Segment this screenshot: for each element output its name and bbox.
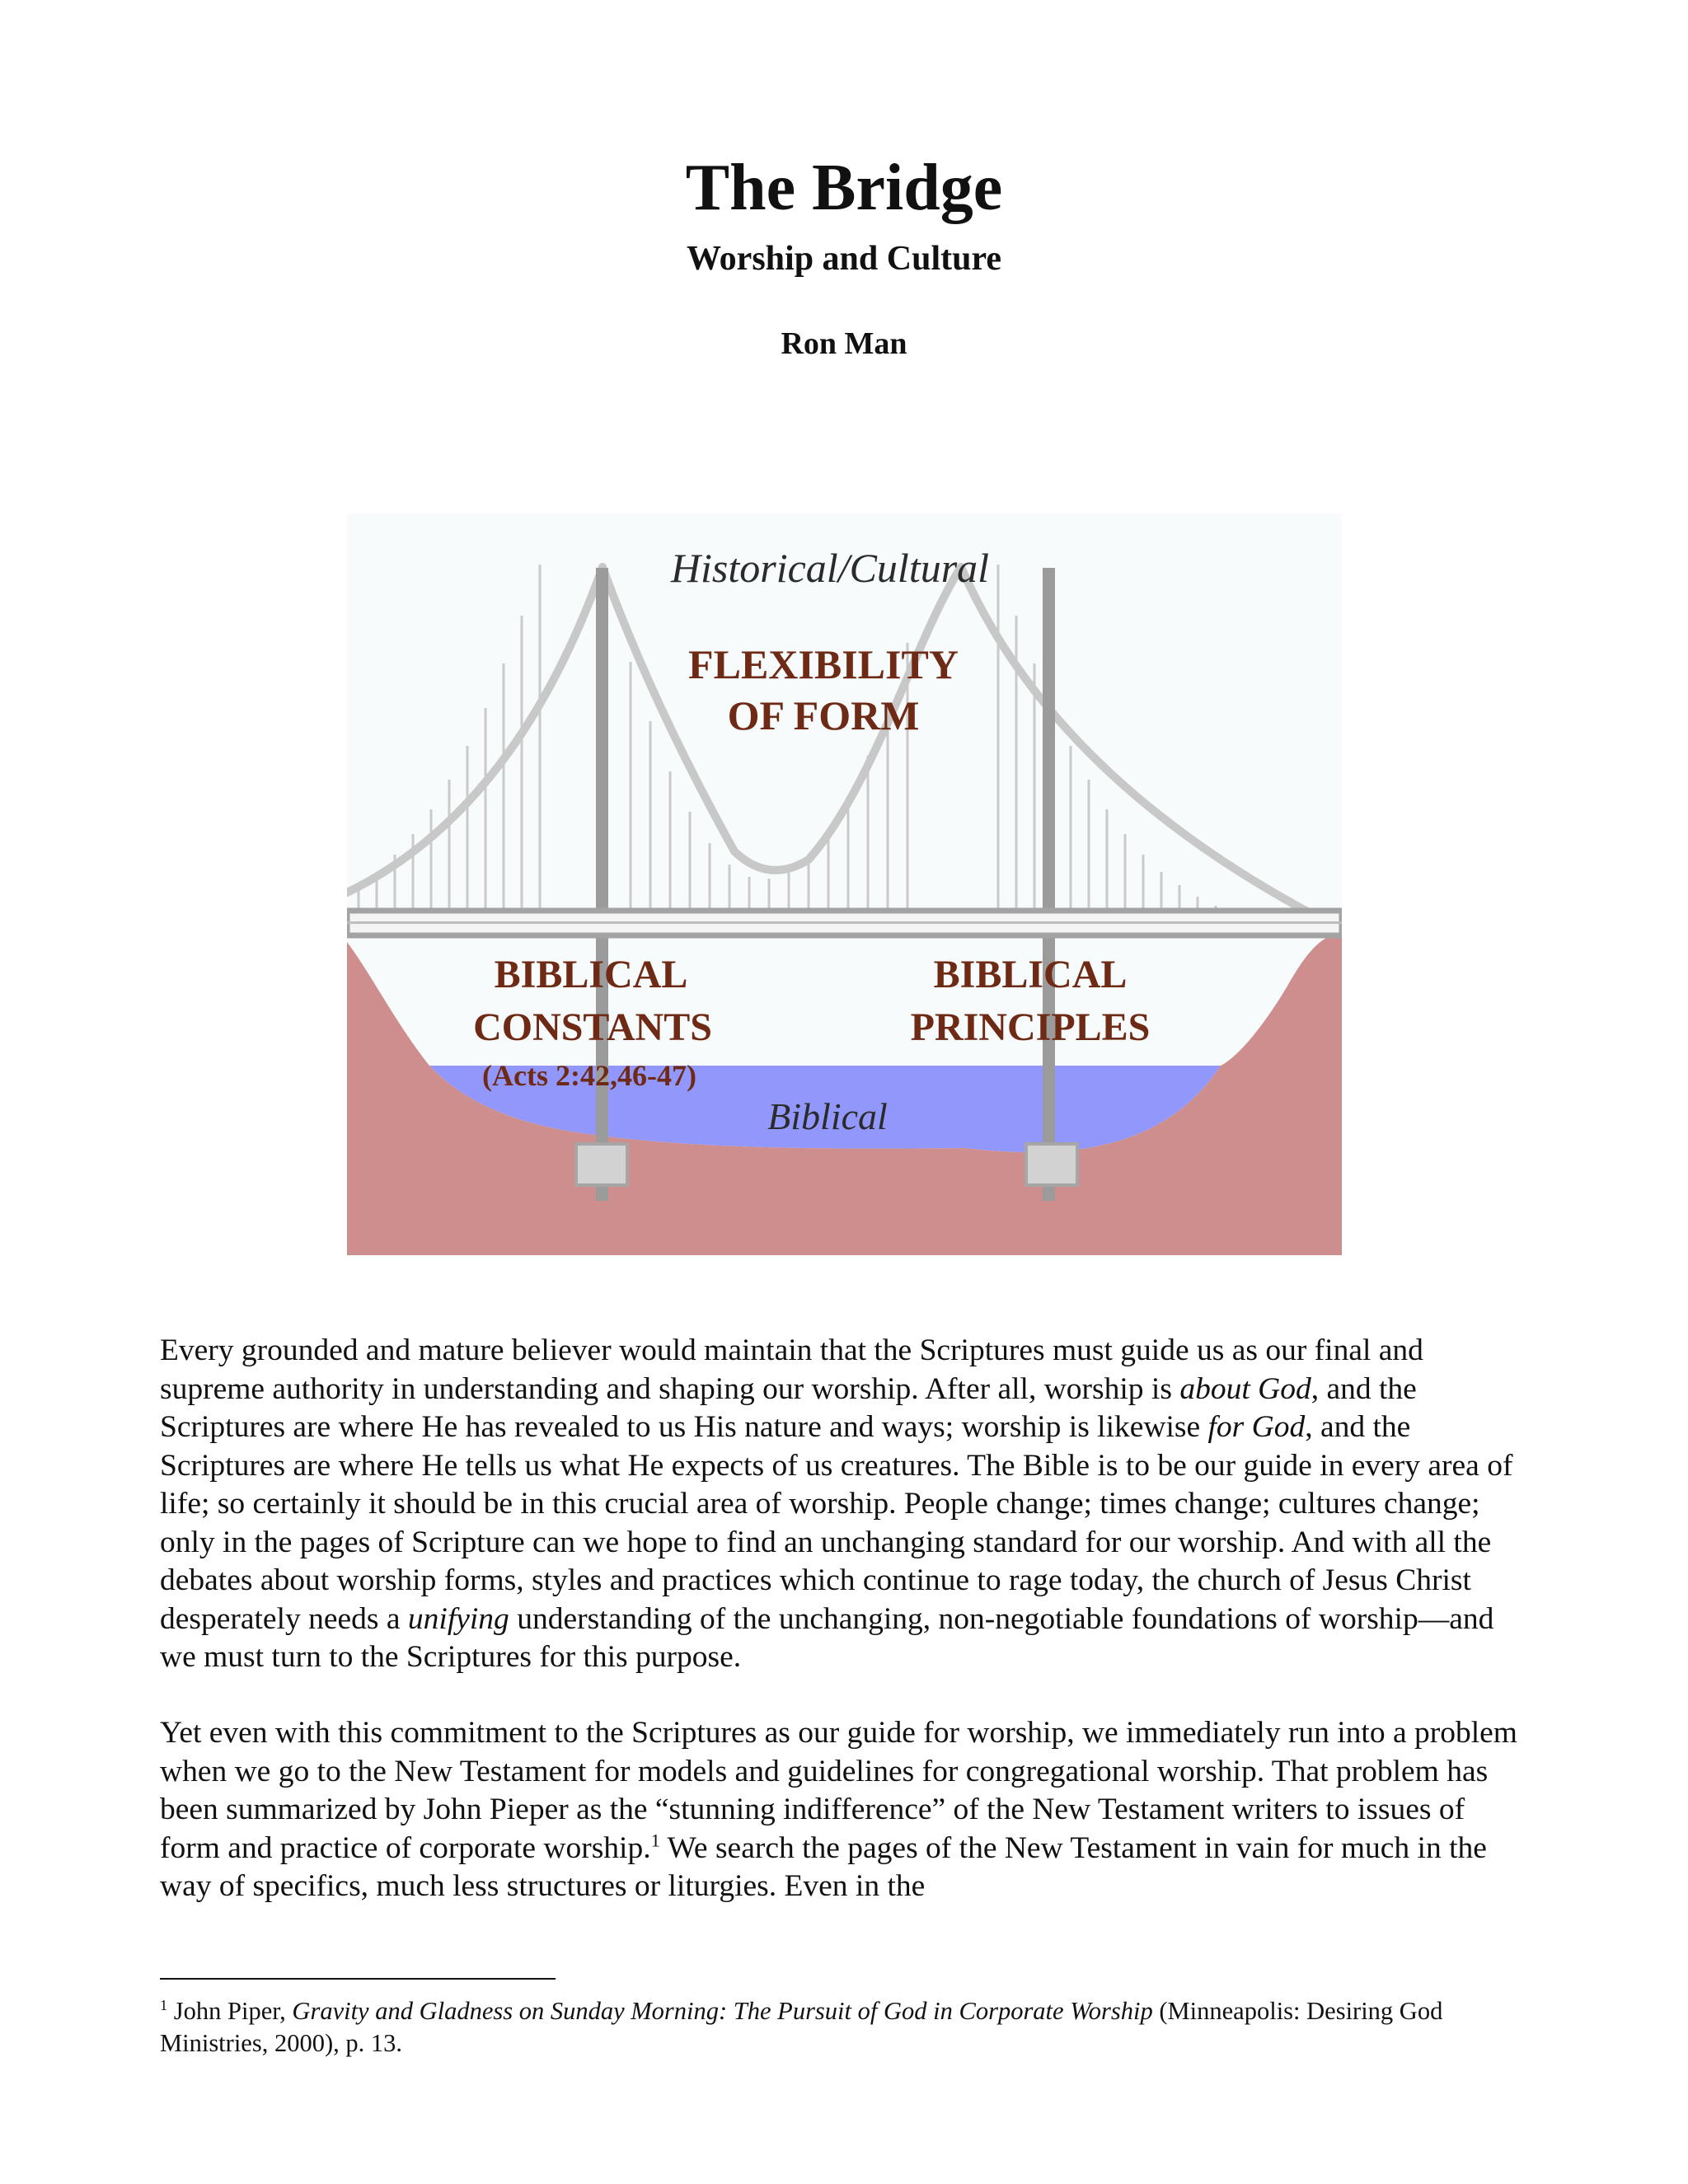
body-paragraph-2: Yet even with this commitment to the Scriptures as our guide for worship, we immediately run into a problem when we go to the New Testament for models and guidelines for congregational worship. That problem has been summarized by John Pieper as the “stunning indifference” of the New Testament writers to issues of form and practice of corporate worship.$^1$ We search the pages of the New Testament in vain for much in the way of specifics, much less structures or liturgies. Even in the <box>160 1716 1517 1903</box>
right-footing <box>1026 1144 1077 1185</box>
historical-cultural-label: Historical/Cultural <box>670 545 990 591</box>
body-paragraph-1: Every grounded and mature believer would maintain that the Scriptures must guide us as our final and supreme authority in understanding and shaping our worship. After all, worship is about God, and the Scriptures are where He has revealed to us His nature and ways; worship is likewise for God, and the Scriptures are where He tells us what He expects of us creatures. The Bible is to be our guide in every area of life; so certainly it should be in this crucial area of worship. People change; times change; cultures change; only in the pages of Scripture can we hope to find an unchanging standard for our worship. And with all the debates about worship forms, styles and practices which continue to rage today, the church of Jesus Christ desperately needs a unifying understanding of the unchanging, non-negotiable foundations of worship—and we must turn to the Scriptures for this purpose. <box>160 1333 1513 1674</box>
biblical-principles-line1: BIBLICAL <box>933 953 1128 996</box>
emphasis-about-god: about God <box>1179 1371 1311 1406</box>
emphasis-for-god: for God <box>1207 1410 1306 1444</box>
footnote-reference[interactable]: 1 <box>650 1830 660 1850</box>
acts-reference: (Acts 2:42,46-47) <box>482 1059 696 1092</box>
biblical-principles-line2: PRINCIPLES <box>910 1005 1151 1049</box>
footnote-divider <box>160 1978 556 1980</box>
author-name: Ron Man <box>781 326 907 361</box>
biblical-constants-line2: CONSTANTS <box>473 1005 712 1049</box>
footnote-book-title: Gravity and Gladness on Sunday Morning: The Pursuit of God in Corporate Worship <box>292 1997 1153 2025</box>
bridge-diagram <box>347 513 1342 1255</box>
footnote-number: 1 <box>160 1996 168 2013</box>
page-title: The Bridge <box>685 152 1003 224</box>
footnote: $^1$ John Piper, Gravity and Gladness on Sunday Morning: The Pursuit of God in Corporate Worship (Minneapolis: Desiring God Ministries, 2000), p. 13. <box>160 1996 1443 2057</box>
biblical-label: Biblical <box>767 1095 888 1137</box>
left-tower <box>596 568 608 1201</box>
emphasis-unifying: unifying <box>407 1601 509 1636</box>
flexibility-label-line1: FLEXIBILITY <box>688 641 959 687</box>
biblical-constants-line1: BIBLICAL <box>494 953 688 996</box>
page-subtitle: Worship and Culture <box>687 240 1001 278</box>
left-footing <box>576 1144 627 1185</box>
right-tower <box>1043 568 1055 1201</box>
flexibility-label-line2: OF FORM <box>727 692 920 738</box>
